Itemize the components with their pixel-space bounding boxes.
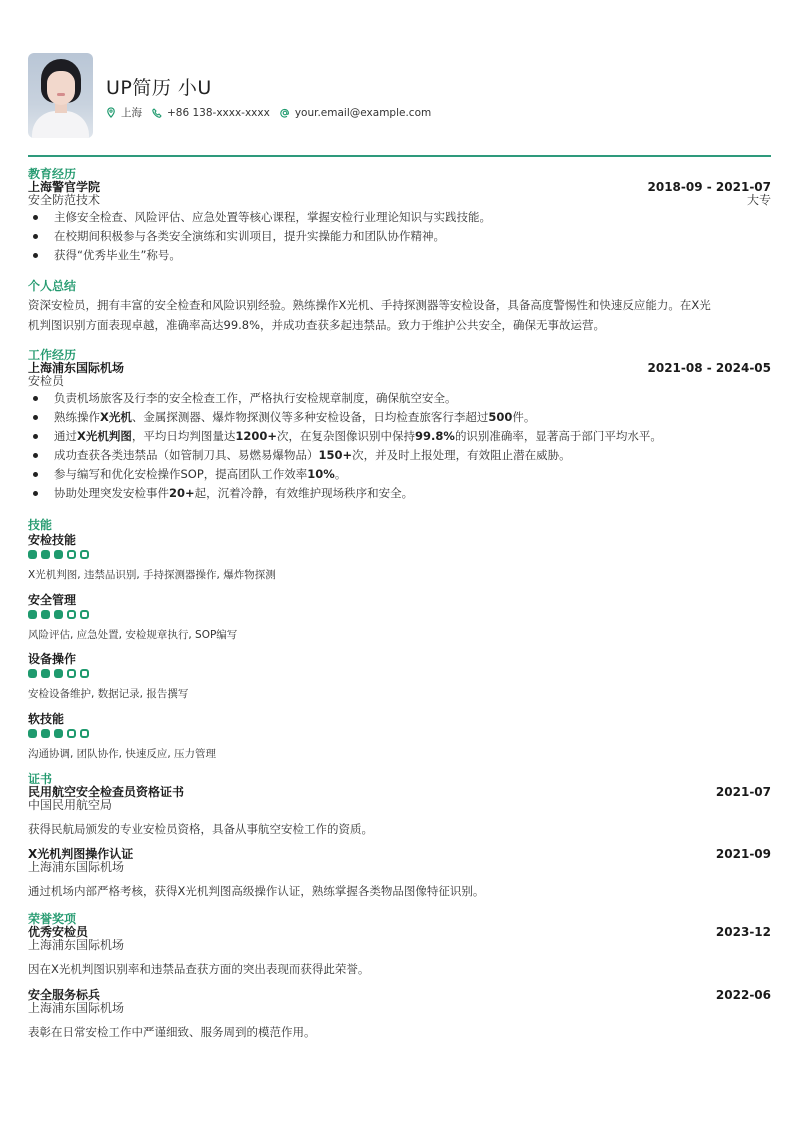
filled-dot-icon bbox=[41, 550, 50, 559]
list-item bbox=[28, 389, 771, 408]
candidate-name: UP简历 小U bbox=[106, 77, 212, 99]
list-item bbox=[28, 465, 771, 484]
awards-date: 2023-12 bbox=[715, 925, 771, 939]
bullet-text: 参与编写和优化安检操作SOP，提高团队工作效率 bbox=[54, 467, 308, 481]
location-pin-icon bbox=[106, 107, 116, 118]
profile-photo bbox=[28, 53, 93, 138]
phone-text: +86 138-xxxx-xxxx bbox=[167, 106, 270, 119]
skill-tags: 安检设备维护, 数据记录, 报告撰写 bbox=[28, 688, 189, 700]
highlight-text: 500 bbox=[488, 410, 513, 424]
certificates-date: 2021-07 bbox=[715, 785, 771, 799]
list-item: 在校期间积极参与各类安全演练和实训项目，提升实操能力和团队协作精神。 bbox=[28, 227, 771, 246]
awards-issuer: 上海浦东国际机场 bbox=[28, 1001, 125, 1015]
certificates-date: 2021-09 bbox=[715, 847, 771, 861]
email-text[interactable]: your.email@example.com bbox=[294, 106, 432, 119]
work-date: 2021-08 - 2024-05 bbox=[647, 361, 771, 375]
section-title-skills: 技能 bbox=[28, 518, 53, 532]
filled-dot-icon bbox=[54, 550, 63, 559]
awards-description: 表彰在日常安检工作中严谨细致、服务周到的模范作用。 bbox=[28, 1025, 316, 1039]
skill-name: 软技能 bbox=[28, 712, 65, 726]
empty-dot-icon bbox=[80, 610, 89, 619]
header-divider bbox=[28, 155, 771, 157]
filled-dot-icon bbox=[54, 610, 63, 619]
skill-level-rating bbox=[28, 610, 93, 619]
bullet-text: 成功查获各类违禁品（如管制刀具、易燃易爆物品） bbox=[54, 448, 319, 462]
skill-name: 安检技能 bbox=[28, 533, 77, 547]
summary-line-1: 资深安检员，拥有丰富的安全检查和风险识别经验。熟练操作X光机、手持探测器等安检设备，具备高度警惕性和快速反应能力。在X光 bbox=[28, 298, 711, 312]
highlight-text: 20+ bbox=[169, 486, 195, 500]
skill-level-rating bbox=[28, 669, 93, 678]
empty-dot-icon bbox=[67, 669, 76, 678]
awards-description: 因在X光机判图识别率和违禁品查获方面的突出表现而获得此荣誉。 bbox=[28, 962, 370, 976]
skill-tags: X光机判图, 违禁品识别, 手持探测器操作, 爆炸物探测 bbox=[28, 569, 276, 581]
bullet-text: 负责机场旅客及行李的安全检查工作，严格执行安检规章制度，确保航空安全。 bbox=[54, 391, 457, 405]
filled-dot-icon bbox=[28, 729, 37, 738]
empty-dot-icon bbox=[80, 729, 89, 738]
filled-dot-icon bbox=[28, 550, 37, 559]
list-item: 获得“优秀毕业生”称号。 bbox=[28, 246, 771, 265]
certificates-name: X光机判图操作认证 bbox=[28, 847, 134, 861]
contact-location bbox=[106, 105, 142, 120]
bullet-text: 、金属探测器、爆炸物探测仪等多种安检设备，日均检查旅客行李超过 bbox=[131, 410, 489, 424]
education-bullets bbox=[28, 208, 771, 265]
certificates-issuer: 中国民用航空局 bbox=[28, 798, 113, 812]
certificates-description: 获得民航局颁发的专业安检员资格，具备从事航空安检工作的资质。 bbox=[28, 822, 373, 836]
highlight-text: 99.8% bbox=[415, 429, 455, 443]
skill-level-rating bbox=[28, 550, 93, 559]
certificates-name: 民用航空安全检查员资格证书 bbox=[28, 785, 185, 799]
certificates-description: 通过机场内部严格考核，获得X光机判图高级操作认证，熟练掌握各类物品图像特征识别。 bbox=[28, 884, 485, 898]
empty-dot-icon bbox=[80, 669, 89, 678]
location-text: 上海 bbox=[121, 107, 142, 119]
filled-dot-icon bbox=[54, 729, 63, 738]
school-name: 上海警官学院 bbox=[28, 180, 101, 194]
contact-email bbox=[280, 107, 431, 119]
bullet-text: 通过 bbox=[54, 429, 77, 443]
bullet-text: 熟练操作 bbox=[54, 410, 100, 424]
empty-dot-icon bbox=[67, 610, 76, 619]
awards-date: 2022-06 bbox=[715, 988, 771, 1002]
bullet-text: 件。 bbox=[512, 410, 536, 424]
position-name: 安检员 bbox=[28, 374, 65, 388]
contact-phone bbox=[152, 107, 270, 119]
list-item: 主修安全检查、风险评估、应急处置等核心课程，掌握安检行业理论知识与实践技能。 bbox=[28, 208, 771, 227]
bullet-text: 。 bbox=[334, 467, 347, 481]
filled-dot-icon bbox=[41, 610, 50, 619]
contact-info bbox=[106, 105, 441, 120]
bullet-text: 协助处理突发安检事件 bbox=[54, 486, 169, 500]
empty-dot-icon bbox=[67, 550, 76, 559]
highlight-text: 10% bbox=[307, 467, 335, 481]
section-title-education: 教育经历 bbox=[28, 167, 77, 181]
company-name: 上海浦东国际机场 bbox=[28, 361, 125, 375]
list-item bbox=[28, 484, 771, 503]
bullet-text: 起，沉着冷静，有效维护现场秩序和安全。 bbox=[194, 486, 414, 500]
section-title-summary: 个人总结 bbox=[28, 279, 77, 293]
list-item bbox=[28, 427, 771, 446]
list-item bbox=[28, 408, 771, 427]
resume-header bbox=[28, 53, 771, 139]
filled-dot-icon bbox=[41, 729, 50, 738]
empty-dot-icon bbox=[80, 550, 89, 559]
section-title-certificates: 证书 bbox=[28, 772, 53, 786]
section-title-work: 工作经历 bbox=[28, 348, 77, 362]
major-name: 安全防范技术 bbox=[28, 193, 101, 207]
skill-tags: 沟通协调, 团队协作, 快速反应, 压力管理 bbox=[28, 748, 217, 760]
bullet-text: 的识别准确率，显著高于部门平均水平。 bbox=[454, 429, 662, 443]
highlight-text: 150+ bbox=[318, 448, 353, 462]
filled-dot-icon bbox=[28, 610, 37, 619]
education-date: 2018-09 - 2021-07 bbox=[647, 180, 771, 194]
work-bullets bbox=[28, 389, 771, 503]
awards-name: 安全服务标兵 bbox=[28, 988, 101, 1002]
section-title-awards: 荣誉奖项 bbox=[28, 912, 77, 926]
skill-tags: 风险评估, 应急处置, 安检规章执行, SOP编写 bbox=[28, 629, 238, 641]
filled-dot-icon bbox=[54, 669, 63, 678]
bullet-text: 次，在复杂图像识别中保持 bbox=[277, 429, 416, 443]
phone-icon bbox=[152, 108, 162, 118]
highlight-text: X光机判图 bbox=[77, 429, 132, 443]
list-item bbox=[28, 446, 771, 465]
degree: 大专 bbox=[746, 193, 771, 207]
bullet-text: 次，并及时上报处理，有效阻止潜在威胁。 bbox=[352, 448, 571, 462]
awards-name: 优秀安检员 bbox=[28, 925, 89, 939]
highlight-text: 1200+ bbox=[235, 429, 278, 443]
summary-line-2: 机判图识别方面表现卓越，准确率高达99.8%，并成功查获多起违禁品。致力于维护公共安全，确保无事故运营。 bbox=[28, 318, 606, 332]
filled-dot-icon bbox=[41, 669, 50, 678]
bullet-text: ，平均日均判图量达 bbox=[131, 429, 236, 443]
filled-dot-icon bbox=[28, 669, 37, 678]
at-sign-icon bbox=[280, 108, 290, 118]
skill-name: 设备操作 bbox=[28, 652, 77, 666]
skill-name: 安全管理 bbox=[28, 593, 77, 607]
certificates-issuer: 上海浦东国际机场 bbox=[28, 860, 125, 874]
highlight-text: X光机 bbox=[100, 410, 132, 424]
awards-issuer: 上海浦东国际机场 bbox=[28, 938, 125, 952]
skill-level-rating bbox=[28, 729, 93, 738]
empty-dot-icon bbox=[67, 729, 76, 738]
